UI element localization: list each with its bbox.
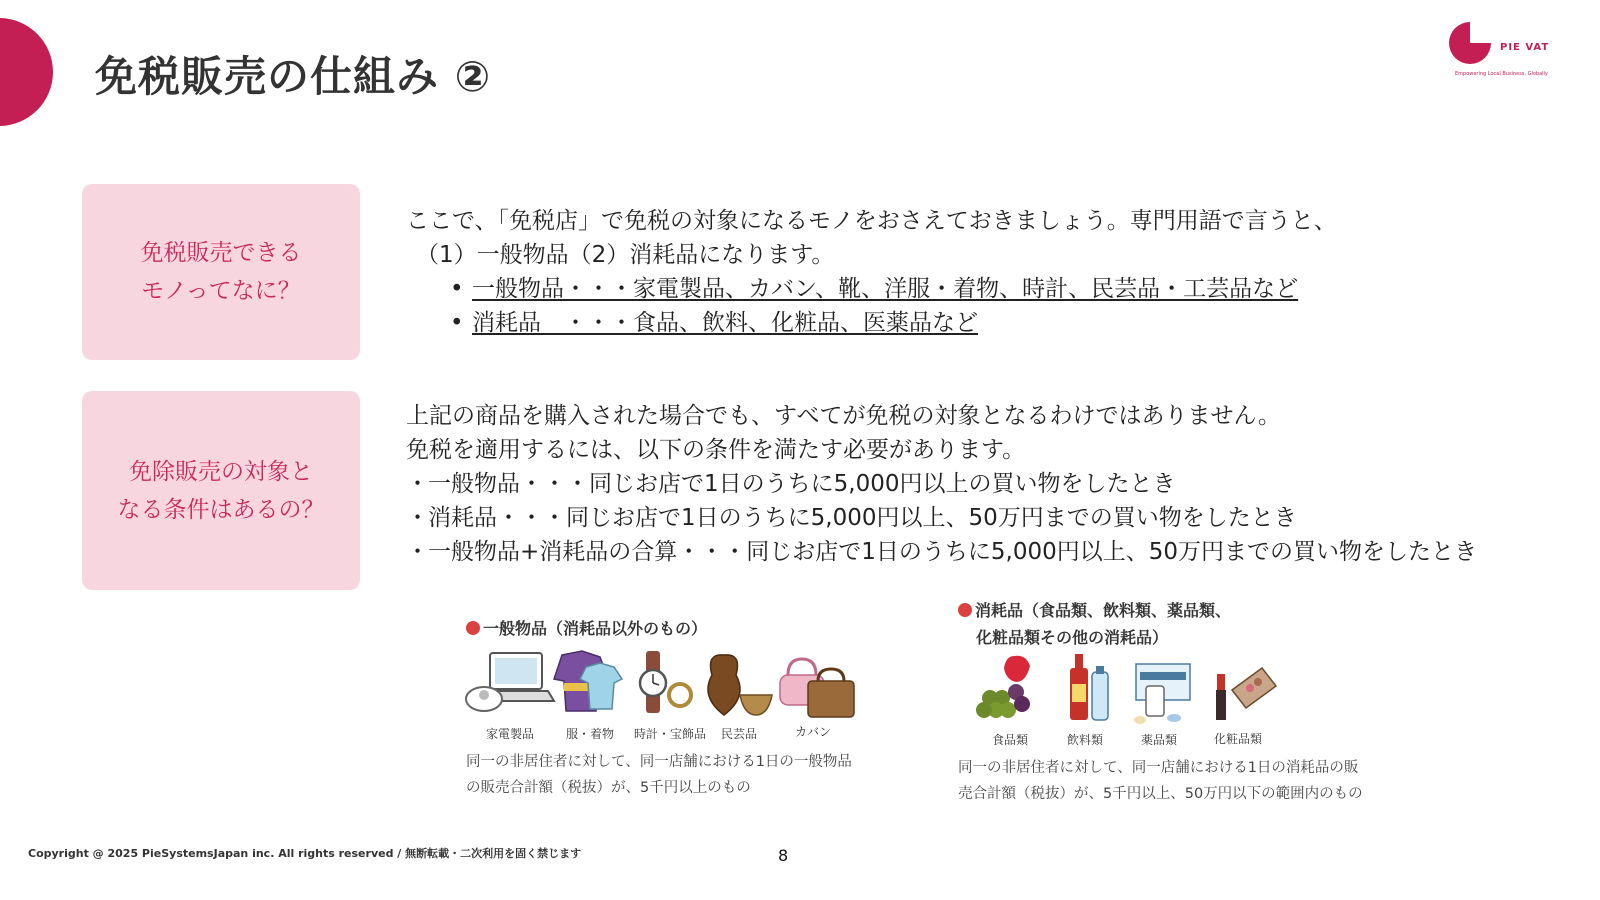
consumables-heading: 消耗品（食品類、飲料類、薬品類、 化粧品類その他の消耗品）: [958, 597, 1231, 651]
note-line: 同一の非居住者に対して、同一店舗における1日の一般物品: [466, 754, 852, 770]
label-watches-jewelry: 時計・宝飾品: [634, 727, 707, 741]
question-box-eligible-goods: [82, 184, 360, 360]
bullet-item: ・消耗品・・・同じお店で1日のうちに5,000円以上、50万円までの買い物をしたとき: [406, 505, 1297, 531]
question-box-conditions: [82, 391, 360, 590]
label-folk-crafts: 民芸品: [721, 727, 758, 741]
bullet-text: 一般物品+消耗品の合算・・・同じお店で1日のうちに5,000円以上、50万円までの買い物をしたとき: [428, 539, 1478, 565]
label-medicine: 薬品類: [1141, 733, 1178, 747]
beverage-icon: [1070, 654, 1108, 720]
consumables-note: [958, 755, 1363, 807]
label-beverages: 飲料類: [1067, 733, 1104, 747]
label-cosmetics: 化粧品類: [1214, 732, 1263, 746]
copyright-text: Copyright @ 2025 PieSystemsJapan inc. All rights reserved / 無断転載・二次利用を固く禁じます: [28, 847, 582, 860]
paragraph-line: （1）一般物品（2）消耗品になります。: [416, 242, 835, 268]
page-title: 免税販売の仕組み ②: [95, 52, 492, 101]
bullet-text: 一般物品・・・同じお店で1日のうちに5,000円以上の買い物をしたとき: [428, 471, 1176, 497]
bullet-text: 一般物品・・・家電製品、カバン、靴、洋服・着物、時計、民芸品・工芸品など: [472, 276, 1299, 302]
paragraph-line: ここで、「免税店」で免税の対象になるモノをおさえておきましょう。専門用語で言うと、: [406, 208, 1337, 234]
food-icon: [976, 656, 1030, 718]
bullet-text: 消耗品・・・同じお店で1日のうちに5,000円以上、50万円までの買い物をしたとき: [428, 505, 1297, 531]
paragraph-line: 免税を適用するには、以下の条件を満たす必要があります。: [406, 437, 1026, 463]
bag-icon: [780, 659, 854, 717]
note-line: 同一の非居住者に対して、同一店舗における1日の消耗品の販: [958, 760, 1359, 776]
note-line: の販売合計額（税抜）が、5千円以上のもの: [466, 780, 751, 796]
medicine-icon: [1134, 664, 1190, 724]
cosmetics-icon: [1216, 668, 1276, 720]
consumables-illustration: [970, 650, 1290, 730]
folk-craft-icon: [708, 655, 772, 715]
clothing-icon: [554, 651, 622, 711]
watch-icon: [640, 651, 691, 713]
bullet-item: ・一般物品・・・同じお店で1日のうちに5,000円以上の買い物をしたとき: [406, 471, 1176, 497]
bullet-item: • 消耗品 ・・・食品、飲料、化粧品、医薬品など: [450, 310, 978, 336]
eligible-goods-explanation: [406, 204, 1337, 340]
label-bags: カバン: [795, 725, 832, 739]
appliance-icon: [466, 653, 554, 711]
bullet-item: • 一般物品・・・家電製品、カバン、靴、洋服・着物、時計、民芸品・工芸品など: [450, 276, 1299, 302]
note-line: 売合計額（税抜）が、5千円以上、50万円以下の範囲内のもの: [958, 786, 1363, 802]
pie-vat-logo: [1445, 18, 1595, 88]
bullet-item: ・一般物品+消耗品の合算・・・同じお店で1日のうちに5,000円以上、50万円までの買い物をしたとき: [406, 539, 1478, 565]
logo-text: PIE VAT: [1500, 42, 1550, 53]
question-line: モノってなに？: [141, 278, 301, 304]
conditions-explanation: [406, 399, 1477, 569]
general-goods-illustration: [462, 645, 862, 725]
general-goods-heading: 一般物品（消耗品以外のもの）: [466, 616, 707, 639]
question-line: 免除販売の対象と: [129, 458, 313, 485]
question-line: なる条件はあるの？: [117, 496, 325, 523]
logo-tagline: Empowering Local Business, Globally: [1455, 71, 1548, 77]
page-number: 8: [778, 846, 789, 865]
label-food: 食品類: [992, 733, 1029, 747]
general-goods-note: [466, 749, 852, 801]
bullet-text: 消耗品 ・・・食品、飲料、化粧品、医薬品など: [472, 310, 978, 336]
question-line: 免税販売できる: [140, 240, 302, 266]
corner-decoration: [0, 18, 53, 126]
paragraph-line: 上記の商品を購入された場合でも、すべてが免税の対象となるわけではありません。: [406, 403, 1281, 429]
label-appliances: 家電製品: [486, 727, 535, 741]
label-clothing: 服・着物: [566, 727, 615, 741]
